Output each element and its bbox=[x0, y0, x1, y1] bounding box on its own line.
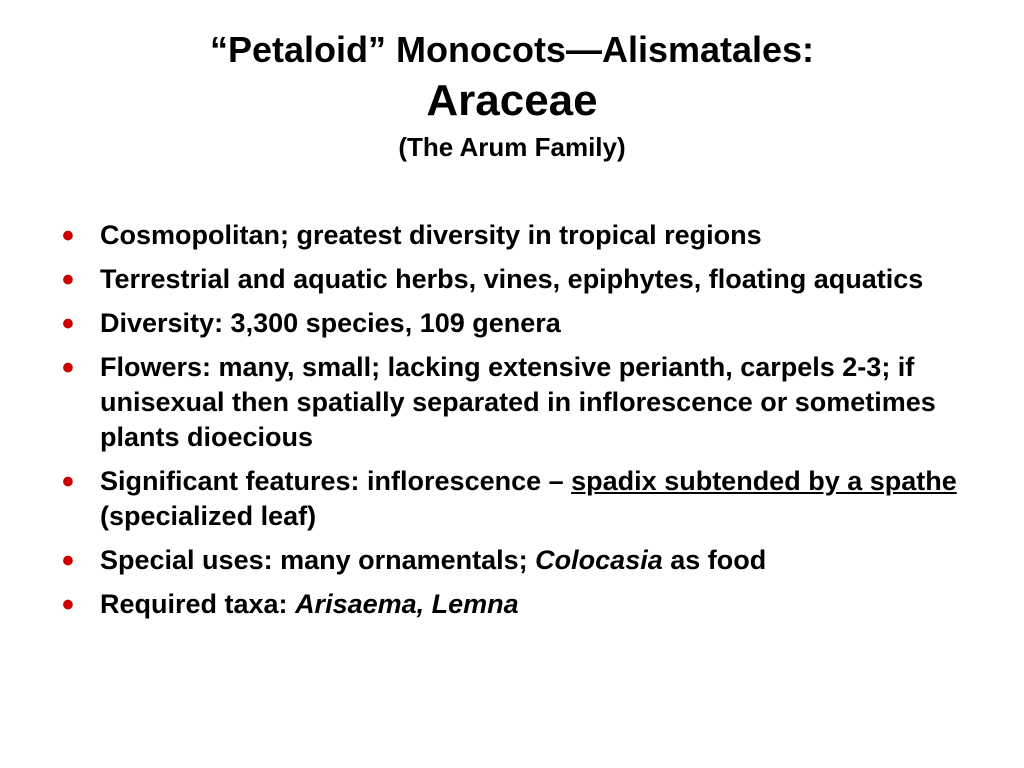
bullet-text-prefix: Required taxa: bbox=[100, 589, 296, 619]
bullet-dot-icon: • bbox=[62, 463, 74, 501]
title-family-name: Araceae bbox=[426, 76, 598, 125]
title-line-1: “Petaloid” Monocots—Alismatales: bbox=[209, 29, 815, 70]
bullet-item-flowers bbox=[60, 350, 1005, 455]
underlined-term: spadix subtended by a spathe bbox=[571, 466, 957, 496]
italic-genus: Colocasia bbox=[535, 545, 663, 575]
bullet-text: Diversity: 3,300 species, 109 genera bbox=[100, 308, 561, 338]
bullet-item-uses bbox=[60, 543, 1005, 578]
italic-genera: Arisaema, Lemna bbox=[295, 589, 519, 619]
bullet-text-suffix: (specialized leaf) bbox=[100, 501, 317, 531]
bullet-dot-icon: • bbox=[62, 305, 74, 343]
bullet-dot-icon: • bbox=[62, 217, 74, 255]
bullet-item-habit bbox=[60, 262, 1005, 297]
bullet-text: Cosmopolitan; greatest diversity in tropical regions bbox=[100, 220, 762, 250]
slide-title bbox=[0, 28, 1024, 164]
bullet-text: Flowers: many, small; lacking extensive perianth, carpels 2-3; if unisexual then spatially separated in inflorescence or sometimes plants dioecious bbox=[100, 352, 936, 452]
bullet-text bbox=[100, 545, 766, 575]
bullet-dot-icon: • bbox=[62, 261, 74, 299]
title-common-name: (The Arum Family) bbox=[398, 132, 626, 162]
bullet-item-diversity bbox=[60, 306, 1005, 341]
bullet-dot-icon: • bbox=[62, 349, 74, 387]
bullet-text bbox=[100, 466, 957, 531]
bullet-text-suffix: as food bbox=[662, 545, 767, 575]
bullet-item-required-taxa bbox=[60, 587, 1005, 622]
bullet-item-features bbox=[60, 464, 1005, 534]
bullet-item-distribution bbox=[60, 218, 1005, 253]
bullet-text-prefix: Special uses: many ornamentals; bbox=[100, 545, 536, 575]
bullet-text: Terrestrial and aquatic herbs, vines, epiphytes, floating aquatics bbox=[100, 264, 924, 294]
bullet-text-prefix: Significant features: inflorescence – bbox=[100, 466, 572, 496]
bullet-dot-icon: • bbox=[62, 542, 74, 580]
bullet-list bbox=[60, 218, 1005, 631]
bullet-text bbox=[100, 589, 519, 619]
bullet-dot-icon: • bbox=[62, 586, 74, 624]
